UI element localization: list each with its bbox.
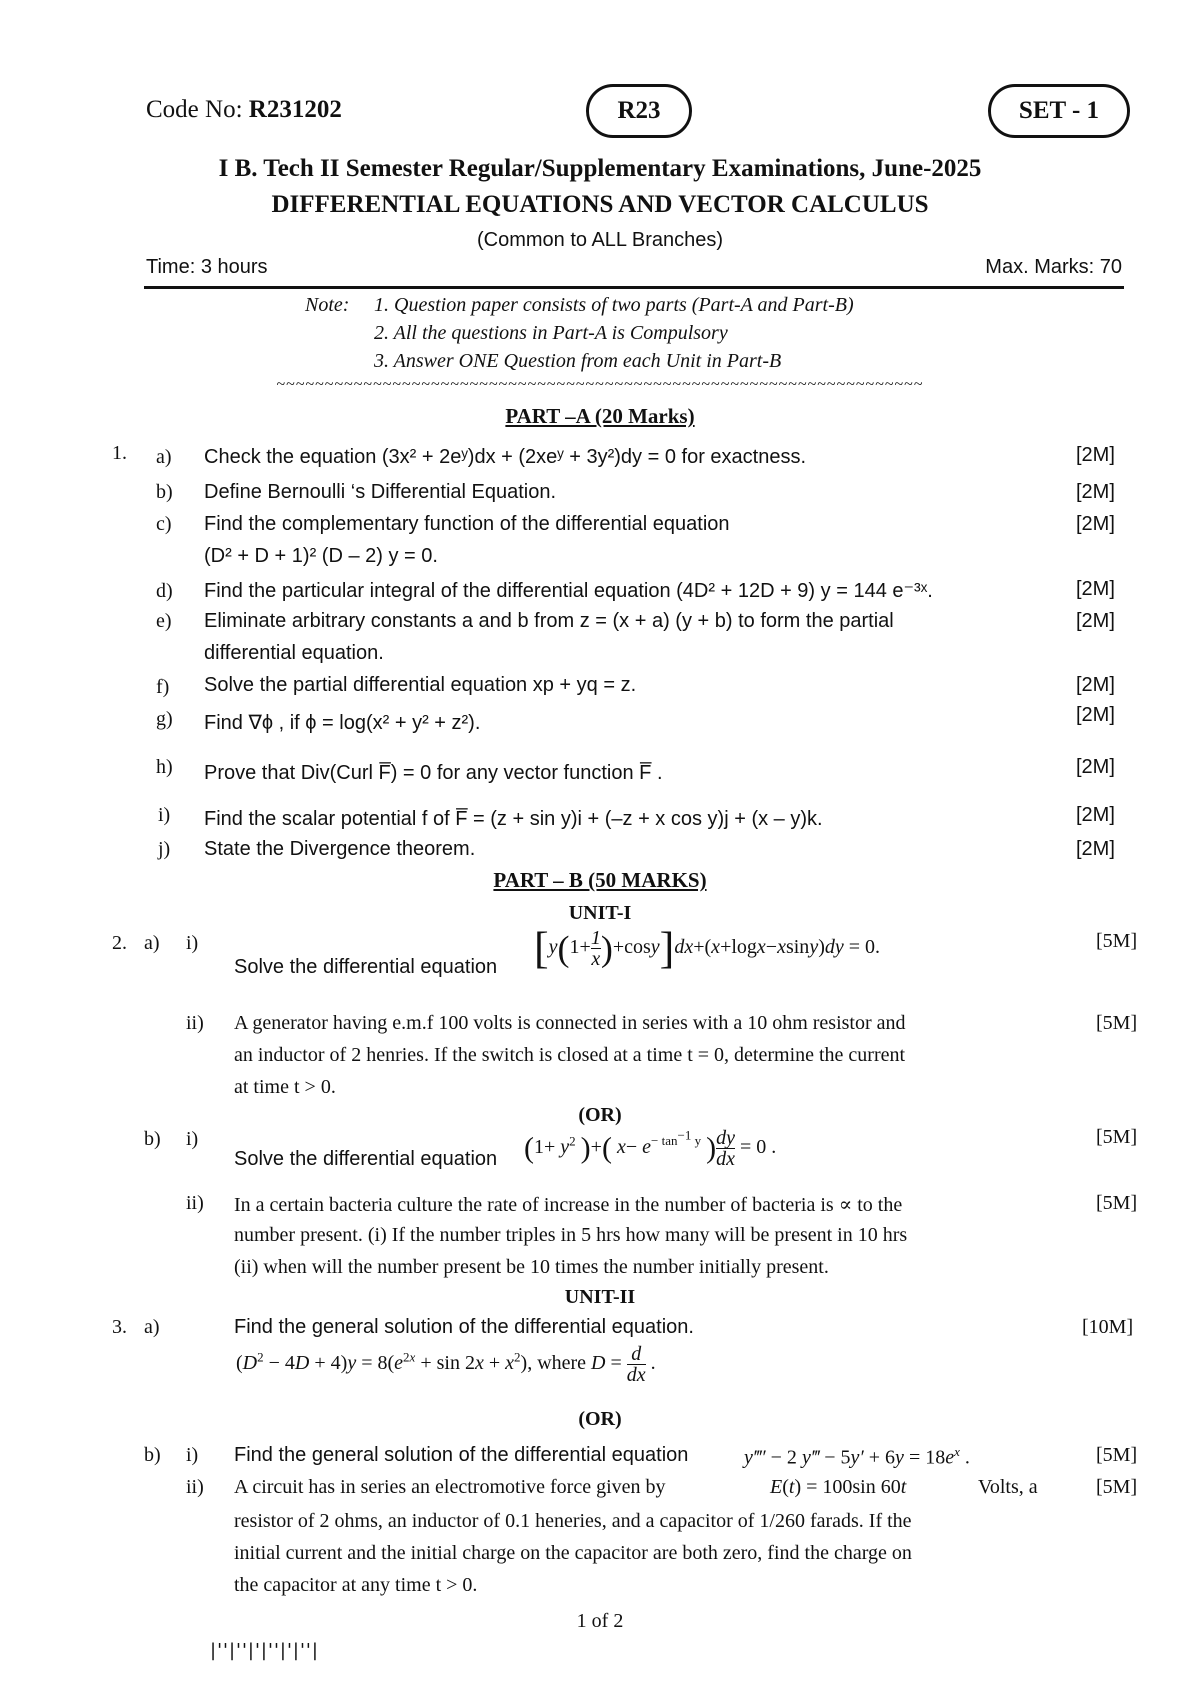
q2bii-line-2: number present. (i) If the number triples in 5 hrs how many will be present in 10 hrs bbox=[234, 1224, 908, 1246]
q2ai-text: Solve the differential equation bbox=[234, 956, 498, 978]
q2aii-label: ii) bbox=[186, 1012, 204, 1034]
q1c-letter: c) bbox=[156, 513, 172, 535]
q1d-marks: [2M] bbox=[1076, 578, 1115, 600]
q1f-letter: f) bbox=[156, 676, 170, 698]
q3bii-line-4: the capacitor at any time t > 0. bbox=[234, 1574, 478, 1596]
common-branches: (Common to ALL Branches) bbox=[476, 229, 724, 251]
q2aii-line-3: at time t > 0. bbox=[234, 1076, 336, 1098]
q1e-text-2: differential equation. bbox=[204, 642, 384, 664]
q2bii-line-3: (ii) when will the number present be 10 times the number initially present. bbox=[234, 1256, 829, 1278]
q3a-equation: $(D^2 - 4D + 4)y = 8(e^{2x} + \sin 2x + x^2)$, where D = $\frac{d}{dx}$ . bbox=[236, 1343, 656, 1386]
question-1-number: 1. bbox=[112, 442, 127, 464]
q3bi-marks: [5M] bbox=[1096, 1444, 1138, 1466]
part-b-title: PART – B (50 MARKS) bbox=[493, 868, 707, 892]
q1a-text: Check the equation (3x² + 2eʸ)dx + (2xeʸ + 3y²)dy = 0 for exactness. bbox=[204, 446, 807, 468]
q1i-marks: [2M] bbox=[1076, 804, 1115, 826]
q1e-letter: e) bbox=[156, 610, 172, 632]
q1c-marks: [2M] bbox=[1076, 513, 1115, 535]
q1j-text: State the Divergence theorem. bbox=[204, 838, 476, 860]
q1a-letter: a) bbox=[156, 446, 172, 468]
q1i-letter: i) bbox=[158, 804, 171, 826]
q2bi-equation: ($1+ y^2$ )+( $x- e^{- tan^{-1} y}$ ) $\frac{dy}{dx}$ = 0 . bbox=[524, 1127, 777, 1170]
exam-title: I B. Tech II Semester Regular/Supplementary Examinations, June-2025 bbox=[218, 155, 982, 182]
q1j-letter: j) bbox=[158, 838, 171, 860]
q3bii-marks: [5M] bbox=[1096, 1476, 1138, 1498]
set-badge: SET - 1 bbox=[988, 84, 1130, 138]
q2bi-text: Solve the differential equation bbox=[234, 1148, 498, 1170]
q3a-marks: [10M] bbox=[1082, 1316, 1134, 1338]
q3bii-emf: E(t) = 100sin 60t bbox=[770, 1476, 907, 1498]
q2bi-marks: [5M] bbox=[1096, 1126, 1138, 1148]
q3bi-label: i) bbox=[186, 1444, 199, 1466]
q1e-text: Eliminate arbitrary constants a and b from z = (x + a) (y + b) to form the partial bbox=[204, 610, 894, 632]
q2-or-label: (OR) bbox=[578, 1104, 622, 1126]
barcode: |''|''|'|''|'|''| bbox=[210, 1640, 319, 1661]
q1b-marks: [2M] bbox=[1076, 481, 1115, 503]
q1i-text: Find the scalar potential f of F̅ = (z + sin y)i + (–z + x cos y)j + (x – y)k. bbox=[204, 808, 823, 830]
q1g-marks: [2M] bbox=[1076, 704, 1115, 726]
q2ai-equation: [y(1+ $\frac{1}{x}$ )+cosy]dx+(x+logx−xsiny)dy = 0. bbox=[534, 923, 881, 973]
q3bii-label: ii) bbox=[186, 1476, 204, 1498]
max-marks: Max. Marks: 70 bbox=[985, 256, 1122, 278]
q3a-text: Find the general solution of the differential equation. bbox=[234, 1316, 694, 1338]
q1d-text: Find the particular integral of the differential equation (4D² + 12D + 9) y = 144 e⁻³ˣ. bbox=[204, 580, 933, 602]
code-value: R231202 bbox=[248, 96, 342, 123]
q1b-letter: b) bbox=[156, 481, 173, 503]
note-item-2: 2. All the questions in Part-A is Compulsory bbox=[374, 322, 728, 344]
q1h-letter: h) bbox=[156, 756, 173, 778]
q1f-text: Solve the partial differential equation xp + yq = z. bbox=[204, 674, 637, 696]
code-label: Code No: bbox=[146, 96, 243, 123]
q3bii-line-1b: Volts, a bbox=[978, 1476, 1038, 1498]
unit-2-title: UNIT-II bbox=[564, 1286, 636, 1308]
part-a-title: PART –A (20 Marks) bbox=[505, 404, 695, 428]
note-label: Note: bbox=[305, 294, 350, 316]
q1e-marks: [2M] bbox=[1076, 610, 1115, 632]
q3bi-text: Find the general solution of the differential equation bbox=[234, 1444, 689, 1466]
q1g-text: Find ∇ϕ , if ϕ = log(x² + y² + z²). bbox=[204, 712, 481, 734]
q1b-text: Define Bernoulli ‘s Differential Equation. bbox=[204, 481, 557, 503]
question-3-number: 3. bbox=[112, 1316, 127, 1338]
q1h-marks: [2M] bbox=[1076, 756, 1115, 778]
note-item-1: 1. Question paper consists of two parts (Part-A and Part-B) bbox=[374, 294, 854, 316]
q1c-text-2: (D² + D + 1)² (D – 2) y = 0. bbox=[204, 545, 438, 567]
q1j-marks: [2M] bbox=[1076, 838, 1115, 860]
q3a-where: , where bbox=[527, 1352, 587, 1375]
q3bii-line-3: initial current and the initial charge on the capacitor are both zero, find the charge on bbox=[234, 1542, 912, 1564]
q2bii-marks: [5M] bbox=[1096, 1192, 1138, 1214]
q2ai-marks: [5M] bbox=[1096, 930, 1138, 952]
q1a-marks: [2M] bbox=[1076, 444, 1115, 466]
q2bii-label: ii) bbox=[186, 1192, 204, 1214]
q2bi-label: i) bbox=[186, 1128, 199, 1150]
q1c-text: Find the complementary function of the differential equation bbox=[204, 513, 730, 535]
unit-1-title: UNIT-I bbox=[568, 902, 632, 924]
header-rule bbox=[144, 286, 1124, 289]
subject-title: DIFFERENTIAL EQUATIONS AND VECTOR CALCULUS bbox=[271, 191, 929, 218]
q2aii-marks: [5M] bbox=[1096, 1012, 1138, 1034]
q2aii-line-1: A generator having e.m.f 100 volts is connected in series with a 10 ohm resistor and bbox=[234, 1012, 906, 1034]
time-duration: Time: 3 hours bbox=[146, 256, 268, 278]
note-item-3: 3. Answer ONE Question from each Unit in Part-B bbox=[374, 350, 782, 372]
code-no bbox=[146, 96, 342, 124]
q3-or-label: (OR) bbox=[578, 1408, 622, 1430]
q2aii-line-2: an inductor of 2 henries. If the switch is closed at a time t = 0, determine the current bbox=[234, 1044, 906, 1066]
q3bi-equation: y‴′ − 2 y‴ − $5y' + 6y = 18e^x$ . bbox=[744, 1444, 970, 1469]
q3bii-line-2: resistor of 2 ohms, an inductor of 0.1 heneries, and a capacitor of 1/260 farads. If the bbox=[234, 1510, 912, 1532]
q1d-letter: d) bbox=[156, 580, 173, 602]
q1g-letter: g) bbox=[156, 708, 173, 730]
page-number: 1 of 2 bbox=[576, 1610, 624, 1632]
q2a-letter: a) bbox=[144, 932, 160, 954]
question-2-number: 2. bbox=[112, 932, 127, 954]
q1f-marks: [2M] bbox=[1076, 674, 1115, 696]
q3bii-line-1a: A circuit has in series an electromotive force given by bbox=[234, 1476, 666, 1498]
q2b-letter: b) bbox=[144, 1128, 161, 1150]
q2bii-line-1: In a certain bacteria culture the rate of increase in the number of bacteria is ∝ to the bbox=[234, 1194, 903, 1216]
q1h-text: Prove that Div(Curl F̅) = 0 for any vector function F̅ . bbox=[204, 762, 663, 784]
q3b-letter: b) bbox=[144, 1444, 161, 1466]
q2ai-label: i) bbox=[186, 932, 199, 954]
q3a-letter: a) bbox=[144, 1316, 160, 1338]
separator-line: ~~~~~~~~~~~~~~~~~~~~~~~~~~~~~~~~~~~~~~~~~~~~~~~~~~~~~~~~~~~~~~~~~~~ bbox=[276, 376, 924, 393]
regulation-badge: R23 bbox=[586, 84, 692, 138]
